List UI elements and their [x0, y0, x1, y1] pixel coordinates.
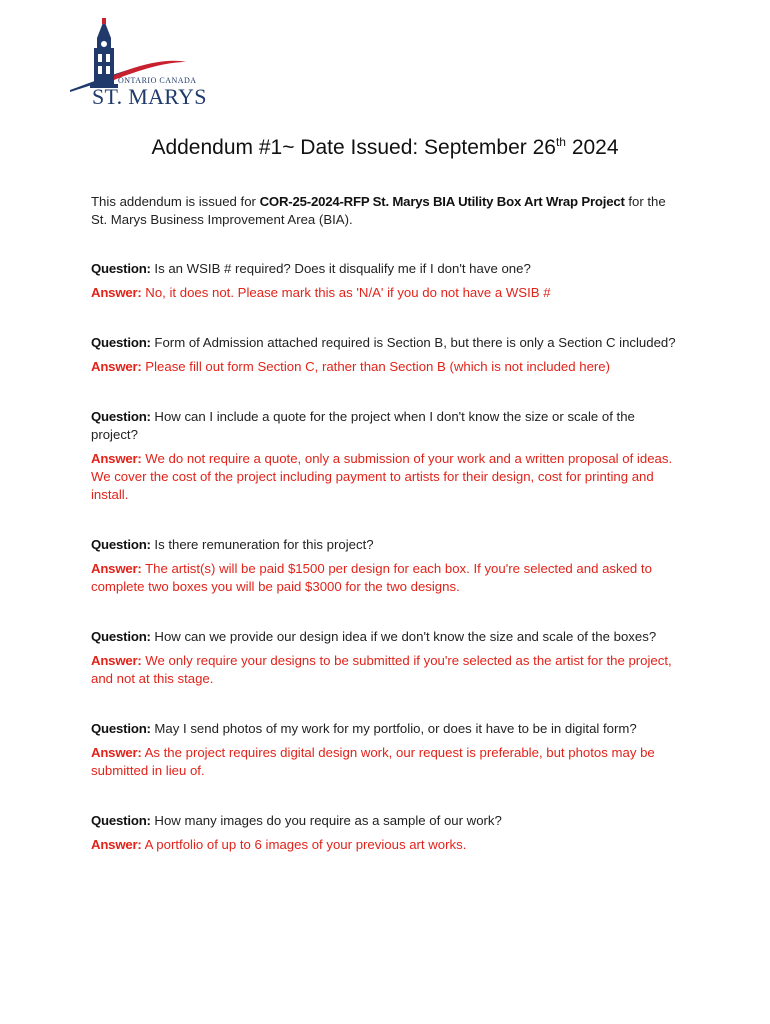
page-title: [0, 135, 770, 160]
qa-item-2: [91, 334, 683, 376]
answer-text: A portfolio of up to 6 images of your previous art works.: [141, 837, 467, 852]
qa-item-3: [91, 408, 683, 504]
answer-label: Answer:: [91, 561, 142, 576]
answer: [91, 450, 683, 504]
answer: [91, 836, 683, 854]
question-text: How can I include a quote for the project when I don't know the size or scale of the project?: [91, 409, 635, 442]
answer: [91, 652, 683, 688]
question-text: How can we provide our design idea if we don't know the size and scale of the boxes?: [150, 629, 657, 644]
question-label: Question:: [91, 261, 151, 276]
question: [91, 536, 683, 554]
answer-text: As the project requires digital design work, our request is preferable, but photos may be submitted in lieu of.: [91, 745, 655, 778]
question-label: Question:: [91, 537, 151, 552]
title-text: Addendum #1~ Date Issued: September 26: [151, 136, 556, 159]
answer-label: Answer:: [91, 653, 142, 668]
intro-text-after: for the St. Marys Business Improvement Area (BIA).: [91, 194, 666, 227]
qa-item-7: [91, 812, 683, 854]
question-text: May I send photos of my work for my portfolio, or does it have to be in digital form?: [150, 721, 637, 736]
question: [91, 334, 683, 352]
answer: [91, 560, 683, 596]
answer-label: Answer:: [91, 837, 142, 852]
question: [91, 812, 683, 830]
question-text: Form of Admission attached required is Section B, but there is only a Section C included?: [150, 335, 676, 350]
answer: [91, 744, 683, 780]
answer-label: Answer:: [91, 359, 142, 374]
logo-title: ST. MARYS: [92, 84, 207, 109]
project-name: COR-25-2024-RFP St. Marys BIA Utility Box Art Wrap Project: [259, 194, 625, 209]
answer-label: Answer:: [91, 285, 142, 300]
question-label: Question:: [91, 629, 151, 644]
answer-text: We do not require a quote, only a submission of your work and a written proposal of ideas. We cover the cost of the project including payment to artists for their design, cost for printing and install.: [91, 451, 673, 502]
answer-text: The artist(s) will be paid $1500 per design for each box. If you're selected and asked to complete two boxes you will be paid $3000 for the two designs.: [91, 561, 652, 594]
question-text: Is an WSIB # required? Does it disqualify me if I don't have one?: [150, 261, 531, 276]
logo-subtitle: ONTARIO CANADA: [118, 76, 197, 85]
answer-label: Answer:: [91, 451, 142, 466]
question: [91, 260, 683, 278]
intro-text-before: This addendum is issued for: [91, 194, 260, 209]
qa-item-6: [91, 720, 683, 780]
question-label: Question:: [91, 721, 151, 736]
question: [91, 628, 683, 646]
qa-item-5: [91, 628, 683, 688]
answer-text: Please fill out form Section C, rather than Section B (which is not included here): [141, 359, 611, 374]
question-label: Question:: [91, 409, 151, 424]
answer: [91, 284, 683, 302]
document-body: [91, 193, 683, 886]
answer-text: No, it does not. Please mark this as 'N/A' if you do not have a WSIB #: [141, 285, 551, 300]
question: [91, 408, 683, 444]
question: [91, 720, 683, 738]
title-year: 2024: [565, 136, 619, 159]
question-label: Question:: [91, 335, 151, 350]
title-superscript: th: [555, 135, 566, 149]
qa-item-1: [91, 260, 683, 302]
answer-label: Answer:: [91, 745, 142, 760]
qa-item-4: [91, 536, 683, 596]
question-label: Question:: [91, 813, 151, 828]
answer-text: We only require your designs to be submitted if you're selected as the artist for the project, and not at this stage.: [91, 653, 672, 686]
question-text: Is there remuneration for this project?: [150, 537, 374, 552]
answer: [91, 358, 683, 376]
question-text: How many images do you require as a sample of our work?: [150, 813, 502, 828]
intro-paragraph: [91, 193, 683, 229]
